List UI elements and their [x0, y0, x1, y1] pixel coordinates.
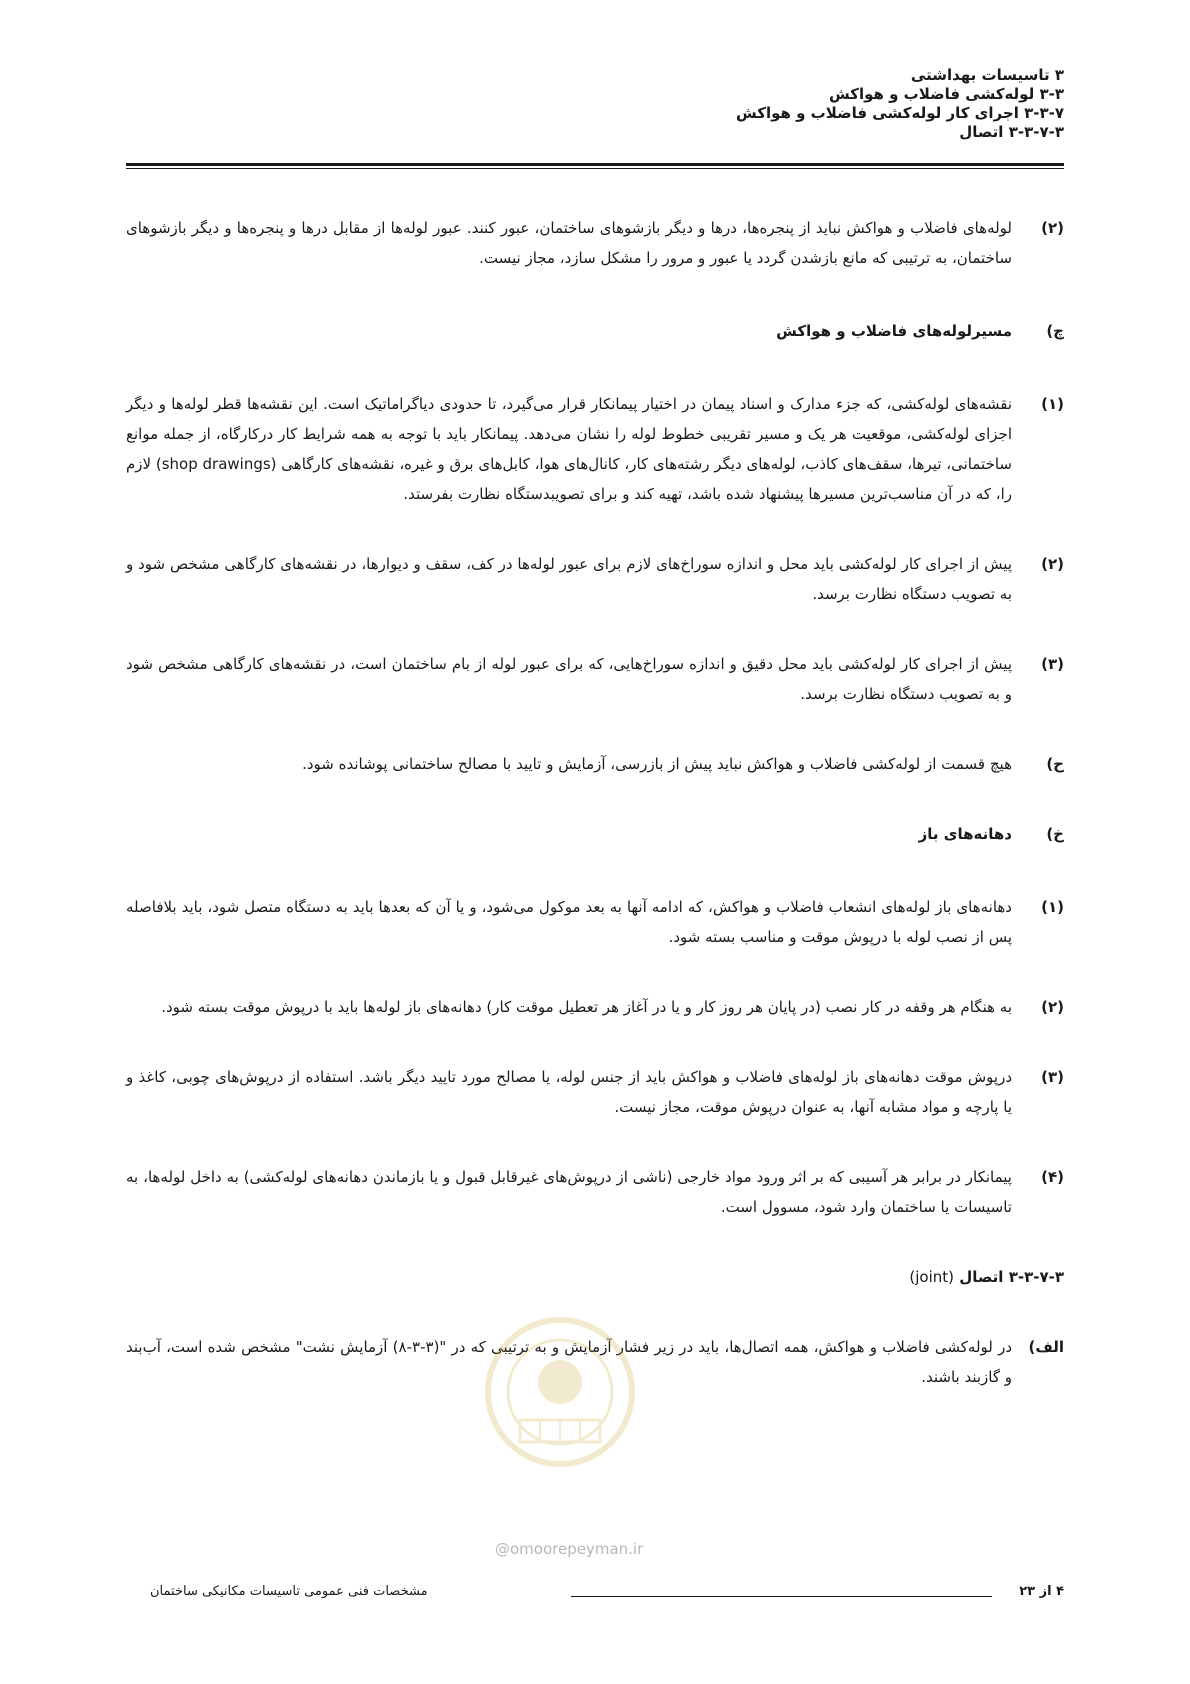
item-marker: ح)	[1046, 755, 1064, 773]
item-text: پیمانکار در برابر هر آسیبی که بر اثر ورود مواد خارجی (ناشی از درپوش‌های غیرقابل قبول و یا بازماندن دهانه‌های لوله‌کشی) به داخل لوله‌ها، به تاسیسات یا ساختمان وارد شود، مسوول است.	[126, 1168, 1012, 1216]
page-number: ۴ از ۲۳	[1019, 1584, 1064, 1599]
item-text: نقشه‌های لوله‌کشی، که جزء مدارک و اسناد پیمان در اختیار پیمانکار قرار می‌گیرد، تا حدودی دیاگراماتیک است. این نقشه‌ها قطر لوله‌ها و دیگر اجزای لوله‌کشی، موقعیت هر یک و مسیر تقریبی خطوط لوله را نشان می‌دهد. پیمانکار باید با توجه به همه شرایط کار درکارگاه، از جمله موانع ساختمانی، تیرها، سقف‌های کاذب، لوله‌های دیگر رشته‌های کار، کانال‌های هوا، کابل‌های برق و غیره، نقشه‌های کارگاهی (shop drawings) لازم را، که در آن مناسب‌ترین مسیرها پیشنهاد شده باشد، تهیه کند و برای تصویبدستگاه نظارت بفرستد.	[126, 395, 1012, 503]
section-title: اتصال	[959, 1268, 1004, 1286]
footer-divider	[571, 1596, 992, 1597]
page-header	[126, 66, 1064, 142]
header-subsection: ۳-۳-۷ اجرای کار لوله‌کشی فاضلاب و هواکش	[736, 104, 1064, 122]
watermark-url: @omoorepeyman.ir	[495, 1540, 644, 1558]
list-item	[126, 749, 1064, 779]
header-chapter: ۳ تاسیسات بهداشتی	[910, 66, 1064, 84]
item-text: هیچ قسمت از لوله‌کشی فاضلاب و هواکش نباید پیش از بازرسی، آزمایش و تایید با مصالح ساختمانی پوشانده شود.	[302, 755, 1012, 773]
item-marker: (۴)	[1041, 1168, 1064, 1186]
subheading	[126, 819, 1064, 849]
page-footer	[126, 1584, 1064, 1608]
item-text: درپوش موقت دهانه‌های باز لوله‌های فاضلاب و هواکش باید از جنس لوله، یا مصالح مورد تایید دیگر باشد. استفاده از درپوش‌های چوبی، کاغذ و یا پارچه و مواد مشابه آنها، به عنوان درپوش موقت، مجاز نیست.	[126, 1068, 1012, 1116]
list-item	[126, 992, 1064, 1022]
subheading	[126, 316, 1064, 346]
item-marker: (۲)	[1041, 998, 1064, 1016]
item-text: به هنگام هر وقفه در کار نصب (در پایان هر روز کار و یا در آغاز هر تعطیل موقت کار) دهانه‌های باز لوله‌ها باید با درپوش موقت بسته شود.	[161, 998, 1012, 1016]
item-marker: الف)	[1028, 1338, 1064, 1356]
heading-marker: چ)	[1046, 322, 1064, 340]
item-marker: (۳)	[1041, 1068, 1064, 1086]
list-item	[126, 1062, 1064, 1122]
item-text: لوله‌های فاضلاب و هواکش نباید از پنجره‌ها، درها و دیگر بازشوهای ساختمان، عبور کنند. عبور لوله‌ها از مقابل درها و پنجره‌ها و دیگر بازشوهای ساختمان، به ترتیبی که مانع بازشدن گردد یا عبور و مرور را مشکل سازد، مجاز نیست.	[126, 219, 1012, 267]
item-text: در لوله‌کشی فاضلاب و هواکش، همه اتصال‌ها، باید در زیر فشار آزمایش و به ترتیبی که در "(۳-۳-۸) آزمایش نشت" مشخص شده است، آب‌بند و گازبند باشند.	[126, 1338, 1012, 1386]
list-item	[126, 213, 1064, 273]
list-item	[126, 1162, 1064, 1222]
header-divider-thick	[126, 163, 1064, 166]
list-item	[126, 892, 1064, 952]
section-title-en: (joint)	[909, 1268, 955, 1286]
item-marker: (۱)	[1041, 395, 1064, 413]
item-marker: (۲)	[1041, 555, 1064, 573]
item-marker: (۲)	[1041, 219, 1064, 237]
heading-text: دهانه‌های باز	[918, 825, 1012, 843]
list-item	[126, 549, 1064, 609]
header-section: ۳-۳ لوله‌کشی فاضلاب و هواکش	[829, 85, 1064, 103]
item-marker: (۱)	[1041, 898, 1064, 916]
list-item	[126, 389, 1064, 509]
header-divider-thin	[126, 168, 1064, 169]
page-content	[126, 213, 1064, 1392]
list-item	[126, 649, 1064, 709]
heading-text: مسیرلوله‌های فاضلاب و هواکش	[776, 322, 1012, 340]
item-text: پیش از اجرای کار لوله‌کشی باید محل و اندازه سوراخ‌های لازم برای عبور لوله‌ها در کف، سقف و دیوارها، در نقشه‌های کارگاهی مشخص شود و به تصویب دستگاه نظارت برسد.	[126, 555, 1012, 603]
section-number: ۳-۳-۷-۳	[1008, 1268, 1064, 1286]
list-item	[126, 1332, 1064, 1392]
item-text: دهانه‌های باز لوله‌های انشعاب فاضلاب و هواکش، که ادامه آنها به بعد موکول می‌شود، و یا آن که بعدها باید به دستگاه متصل شود، باید بلافاصله پس از نصب لوله با درپوش موقت و مناسب بسته شود.	[126, 898, 1012, 946]
heading-marker: خ)	[1046, 825, 1064, 843]
item-marker: (۳)	[1041, 655, 1064, 673]
document-title: مشخصات فنی عمومی تاسیسات مکانیکی ساختمان	[150, 1584, 428, 1599]
item-text: پیش از اجرای کار لوله‌کشی باید محل دقیق و اندازه سوراخ‌هایی، که برای عبور لوله از بام ساختمان است، در نقشه‌های کارگاهی مشخص شود و به تصویب دستگاه نظارت برسد.	[126, 655, 1012, 703]
header-clause: ۳-۳-۷-۳ اتصال	[959, 123, 1064, 141]
section-heading	[126, 1262, 1064, 1292]
